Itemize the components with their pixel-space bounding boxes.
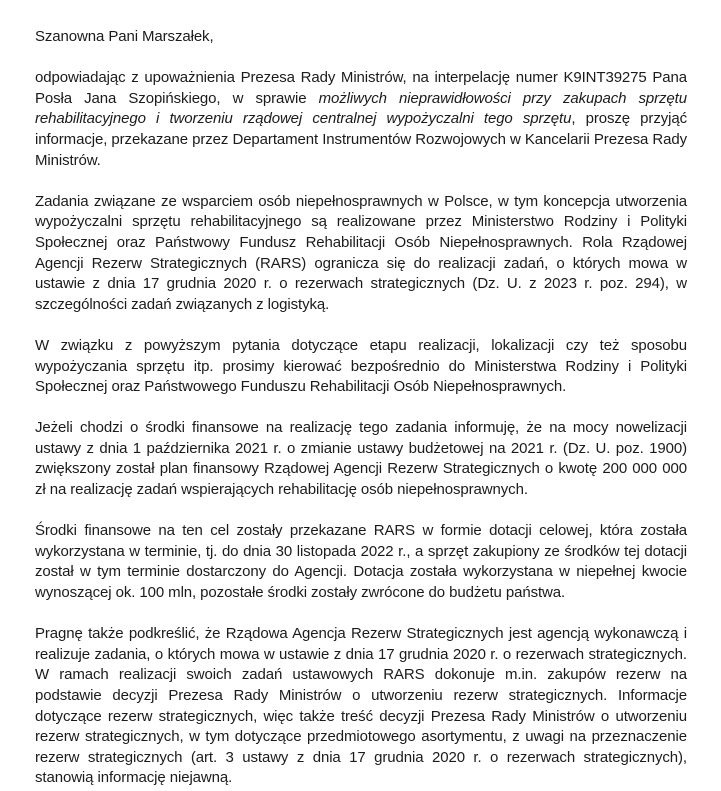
text-run: Środki finansowe na ten cel zostały przekazane RARS w formie dotacji celowej, która została wykorzystana w terminie, tj. do dnia 30 listopada 2022 r., a sprzęt zakupiony ze środków tej dotacji został w tym terminie dostarczony do Agencji. Dotacja została wykorzystana w niepełnej kwocie wynoszącej ok. 100 mln, pozostałe środki zostały zwrócone do budżetu państwa.	[35, 522, 687, 602]
salutation: Szanowna Pani Marszałek,	[35, 28, 214, 45]
paragraph	[35, 336, 687, 398]
text-run: Pragnę także podkreślić, że Rządowa Agencja Rezerw Strategicznych jest agencją wykonawczą i realizuje zadania, o których mowa w ustawie z dnia 17 grudnia 2020 r. o rezerwach strategicznych. W ramach realizacji swoich zadań ustawowych RARS dokonuje m.in. zakupów rezerw na podstawie decyzji Prezesa Rady Ministrów o utworzeniu rezerw strategicznych. Informacje dotyczące rezerw strategicznych, więc także treść decyzji Prezesa Rady Ministrów o utworzeniu rezerw strategicznych, w tym dotyczące przedmiotowego asortymentu, z uwagi na przeznaczenie rezerw strategicznych (art. 3 ustawy z dnia 17 grudnia 2020 r. o rezerwach strategicznych), stanowią informację niejawną.	[35, 625, 687, 787]
paragraph	[35, 624, 687, 789]
paragraph	[35, 68, 687, 171]
text-run: W związku z powyższym pytania dotyczące etapu realizacji, lokalizacji czy też sposobu wypożyczania sprzętu itp. prosimy kierować bezpośrednio do Ministerstwa Rodziny i Polityki Społecznej oraz Państwowego Funduszu Rehabilitacji Osób Niepełnosprawnych.	[35, 336, 687, 396]
italic-text-run: możliwych nieprawidłowości przy zakupach sprzętu rehabilitacyjnego i tworzeniu rządowej centralnej wypożyczalni tego sprzętu	[35, 89, 687, 128]
paragraph	[35, 521, 687, 603]
letter-body	[35, 68, 687, 789]
paragraph	[35, 418, 687, 500]
text-run: , proszę przyjąć informacje, przekazane przez Departament Instrumentów Rozwojowych w Kancelarii Prezesa Rady Ministrów.	[35, 110, 687, 169]
text-run: Zadania związane ze wsparciem osób niepełnosprawnych w Polsce, w tym koncepcja utworzenia wypożyczalni sprzętu rehabilitacyjnego są realizowane przez Ministerstwo Rodziny i Polityki Społecznej oraz Państwowy Fundusz Rehabilitacji Osób Niepełnosprawnych. Rola Rządowej Agencji Rezerw Strategicznych (RARS) ogranicza się do realizacji zadań, o których mowa w ustawie z dnia 17 grudnia 2020 r. o rezerwach strategicznych (Dz. U. z 2023 r. poz. 294), w szczególności zadań związanych z logistyką.	[35, 192, 687, 313]
text-run: Jeżeli chodzi o środki finansowe na realizację tego zadania informuję, że na mocy nowelizacji ustawy z dnia 1 października 2021 r. o zmianie ustawy budżetowej na 2021 r. (Dz. U. poz. 1900) zwiększony został plan finansowy Rządowej Agencji Rezerw Strategicznych o kwotę 200 000 000 zł na realizację zadań wspierających rehabilitację osób niepełnosprawnych.	[35, 419, 687, 499]
text-run: odpowiadając z upoważnienia Prezesa Rady Ministrów, na interpelację numer K9INT39275 Pana Posła Jana Szopińskiego, w sprawie	[35, 69, 687, 107]
paragraph	[35, 192, 687, 316]
